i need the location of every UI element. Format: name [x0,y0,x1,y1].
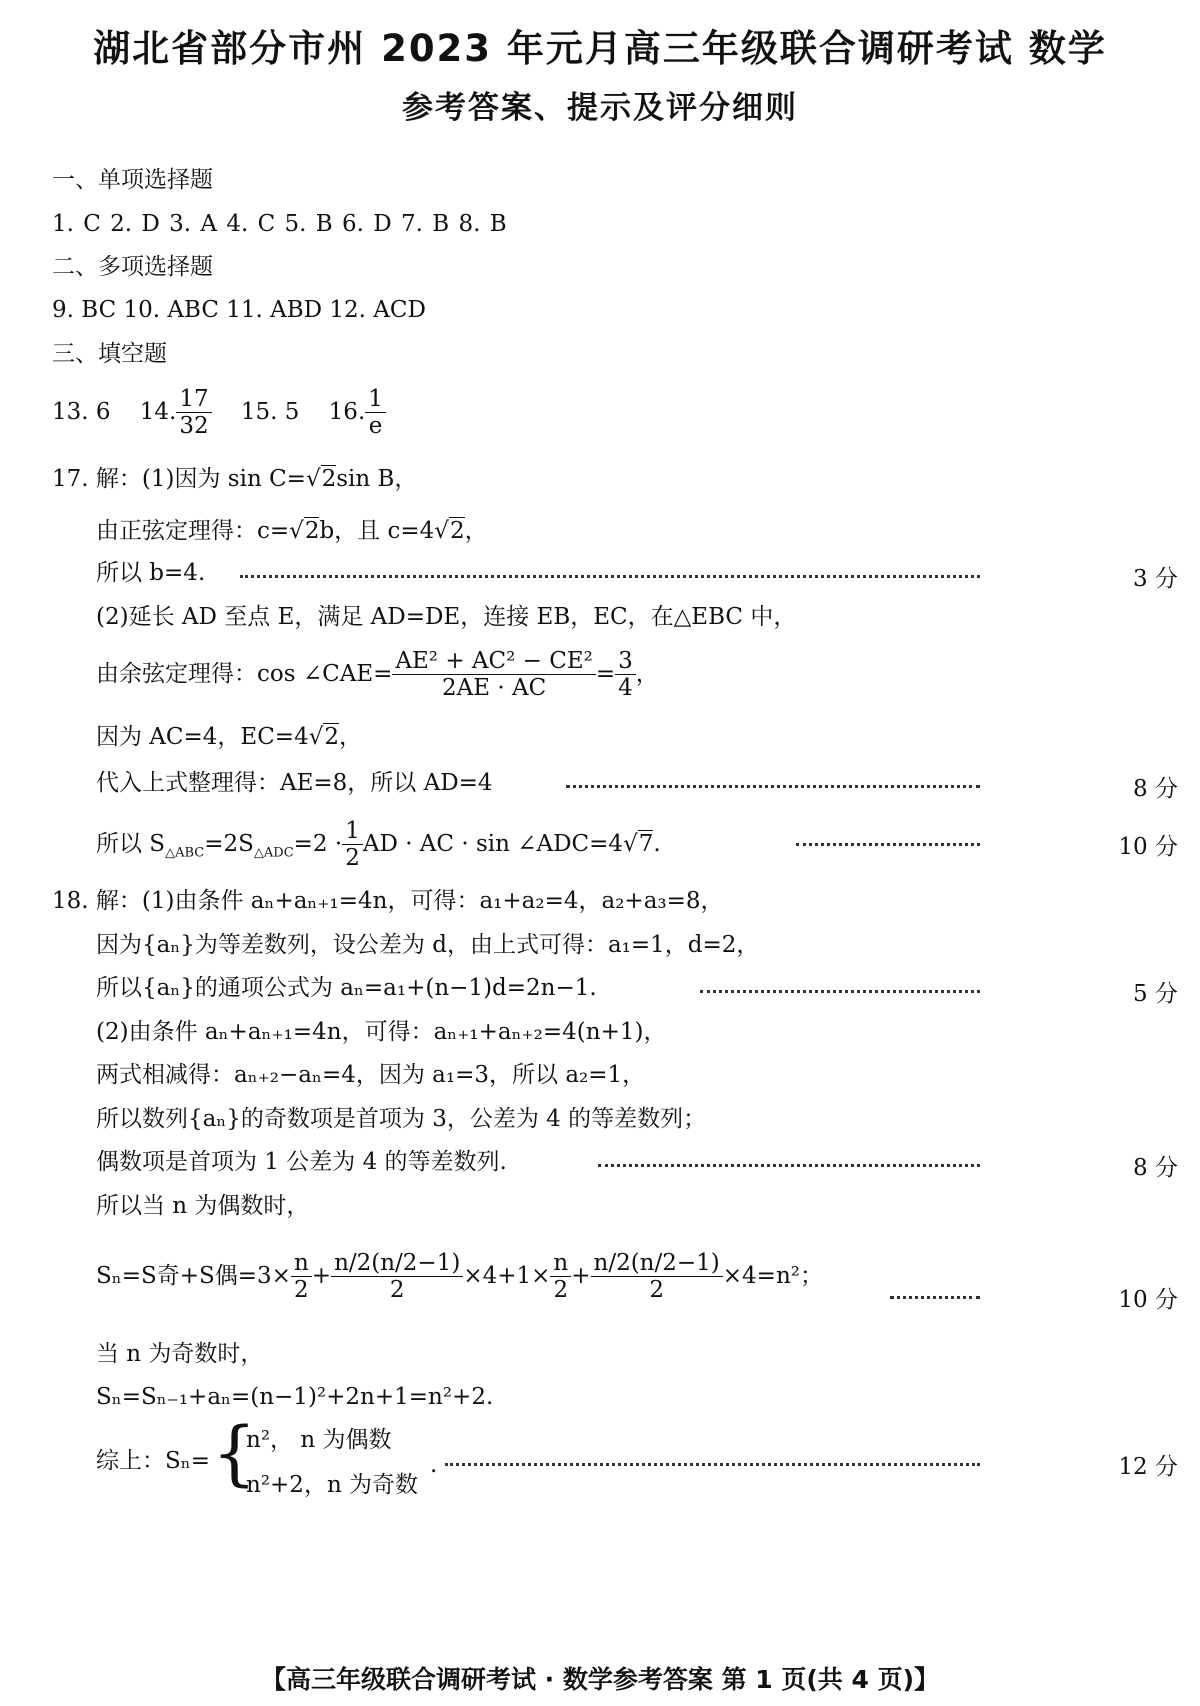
q17-line-6: 因为 AC=4，EC=4√2， [96,724,363,750]
q17-line-8: 所以 $S_{\triangle ABC}=2S_{\triangle ADC}=2$ · $\frac{1}{2}$ AD · AC · sin ∠ADC=4√7. [96,818,661,872]
q18-case-even: n²， n 为偶数 [246,1427,392,1453]
left-brace-icon: { [212,1412,257,1494]
q17-line-4: (2)延长 AD 至点 E，满足 AD=DE，连接 EB，EC，在△EBC 中， [96,604,797,630]
section-multi-choice-title: 二、多项选择题 [52,254,213,280]
page-subtitle: 参考答案、提示及评分细则 [402,90,798,126]
q18-line-9: 当 n 为奇数时， [96,1341,264,1367]
q18-line-8: 所以当 n 为偶数时， [96,1193,310,1219]
q18-case-odd: n²+2，n 为奇数 [246,1472,419,1498]
dot-leader [445,1463,980,1466]
q18-line-5: 两式相减得：aₙ₊₂−aₙ=4，因为 a₁=3，所以 a₂=1， [96,1062,646,1088]
dot-leader [598,1164,980,1167]
section-single-choice-title: 一、单项选择题 [52,167,213,193]
multi-choice-answers: 9. BC 10. ABC 11. ABD 12. ACD [52,297,426,323]
q18-line-10: Sₙ=Sₙ₋₁+aₙ=(n−1)²+2n+1=n²+2. [96,1384,494,1410]
fill-16-fraction: $\frac{1}{e}$ [365,386,386,440]
fill-14-prefix: 14. [139,398,177,425]
dot-leader [890,1296,980,1299]
answer-sheet-page: 湖北省部分市州 2023 年元月高三年级联合调研考试 数学 参考答案、提示及评分细则 一、单项选择题 1. C 2. D 3. A 4. C 5. B 6. D 7. B 8. B 二、多项选择题 9. BC 10. ABC 11. ABD 12. ACD 三、填空题 13. 6 14. $\frac{17}{32}$ 15. 5 16. $\frac{1}{e}$ 17. 解：(1)因为 sin C=√2sin B， 由正弦定理得：c=√2b，且 c=4√2， 所以 b=4. 3 分 (2)延长 AD 至点 E，满足 AD=DE，连接 EB，EC，在△EBC 中， 由余弦定理得：cos ∠CAE= $\frac{\text{AE² + AC² − CE²}}{2AE \cdot AC}$ = $\frac{3}{4}$ ， 因为 AC=4，EC=4√2， 代入上式整理得：AE=8，所以 AD=4 8 分 所以 $S_{\triangle ABC}=2S_{\triangle ADC}=2$ · $\frac{1}{2}$ AD · AC · sin ∠ADC=4√7. 10 分 18. 解：(1)由条件 aₙ+aₙ₊₁=4n，可得：a₁+a₂=4，a₂+a₃=8， 因为{aₙ}为等差数列，设公差为 d，由上式可得：a₁=1，d=2， 所以{aₙ}的通项公式为 aₙ=a₁+(n−1)d=2n−1. 5 分 (2)由条件 aₙ+aₙ₊₁=4n，可得：aₙ₊₁+aₙ₊₂=4(n+1)， 两式相减得：aₙ₊₂−aₙ=4，因为 a₁=3，所以 a₂=1， 所以数列{aₙ}的奇数项是首项为 3，公差为 4 的等差数列； 偶数项是首项为 1 公差为 4 的等差数列. 8 分 所以当 n 为偶数时， Sₙ=S奇+S偶=3× $\frac{n}{2}$ + $\frac{n/2(n/2-1)}{2}$ ×4+1× $\frac{n}{2}$ + $\frac{n/2(n/2-1)}{2}$ ×4=n²； 10 分 当 n 为奇数时， Sₙ=Sₙ₋₁+aₙ=(n−1)²+2n+1=n²+2. 综上：Sₙ= { n²， n 为偶数 n²+2，n 为奇数 . 12 分 【高三年级联合调研考试 · 数学参考答案 第 1 页(共 4 页)】 [0,0,1200,1706]
fill-14-fraction: $\frac{17}{32}$ [176,386,211,440]
q18-line-1: 18. 解：(1)由条件 aₙ+aₙ₊₁=4n，可得：a₁+a₂=4，a₂+a₃=8， [52,888,724,914]
section-fill-blank-title: 三、填空题 [52,341,167,367]
fill-15-answer: 15. 5 [240,398,300,425]
page-footer: 【高三年级联合调研考试 · 数学参考答案 第 1 页(共 4 页)】 [260,1665,940,1694]
dot-leader [700,990,980,993]
cosine-law-fraction: $\frac{\text{AE² + AC² − CE²}}{2AE \cdot AC}$ [392,648,595,702]
dot-leader [796,843,980,846]
q18-summary-label: 综上：Sₙ= [96,1448,210,1474]
q18-summary-end: . [430,1452,438,1478]
q18-line-3: 所以{aₙ}的通项公式为 aₙ=a₁+(n−1)d=2n−1. [96,975,597,1001]
q17-line-2: 由正弦定理得：c=√2b，且 c=4√2， [96,518,488,544]
q17-line-5: 由余弦定理得：cos ∠CAE= $\frac{\text{AE² + AC² − CE²}}{2AE \cdot AC}$ = $\frac{3}{4}$ ， [96,648,659,702]
q18-line-2: 因为{aₙ}为等差数列，设公差为 d，由上式可得：a₁=1，d=2， [96,932,760,958]
dot-leader [566,785,980,788]
fill-13-answer: 13. 6 [52,398,111,425]
q18-line-7: 偶数项是首项为 1 公差为 4 的等差数列. [96,1149,507,1175]
q18-even-sum-formula: Sₙ=S奇+S偶=3× $\frac{n}{2}$ + $\frac{n/2(n/2-1)}{2}$ ×4+1× $\frac{n}{2}$ + $\frac{n/2(n/2-1)}{2}$ ×4=n²； [96,1250,823,1304]
q18-line-6: 所以数列{aₙ}的奇数项是首项为 3，公差为 4 的等差数列； [96,1106,707,1132]
q18-line-4: (2)由条件 aₙ+aₙ₊₁=4n，可得：aₙ₊₁+aₙ₊₂=4(n+1)， [96,1019,667,1045]
fill-blank-answers [52,386,386,440]
fill-16-prefix: 16. [328,398,366,425]
page-title: 湖北省部分市州 2023 年元月高三年级联合调研考试 数学 [93,27,1107,70]
q17-line-3: 所以 b=4. [96,560,206,586]
single-choice-answers: 1. C 2. D 3. A 4. C 5. B 6. D 7. B 8. B [52,211,507,237]
dot-leader [240,575,980,578]
q17-line-1: 17. 解：(1)因为 sin C=√2sin B， [52,466,418,492]
q17-line-7: 代入上式整理得：AE=8，所以 AD=4 [96,770,493,796]
